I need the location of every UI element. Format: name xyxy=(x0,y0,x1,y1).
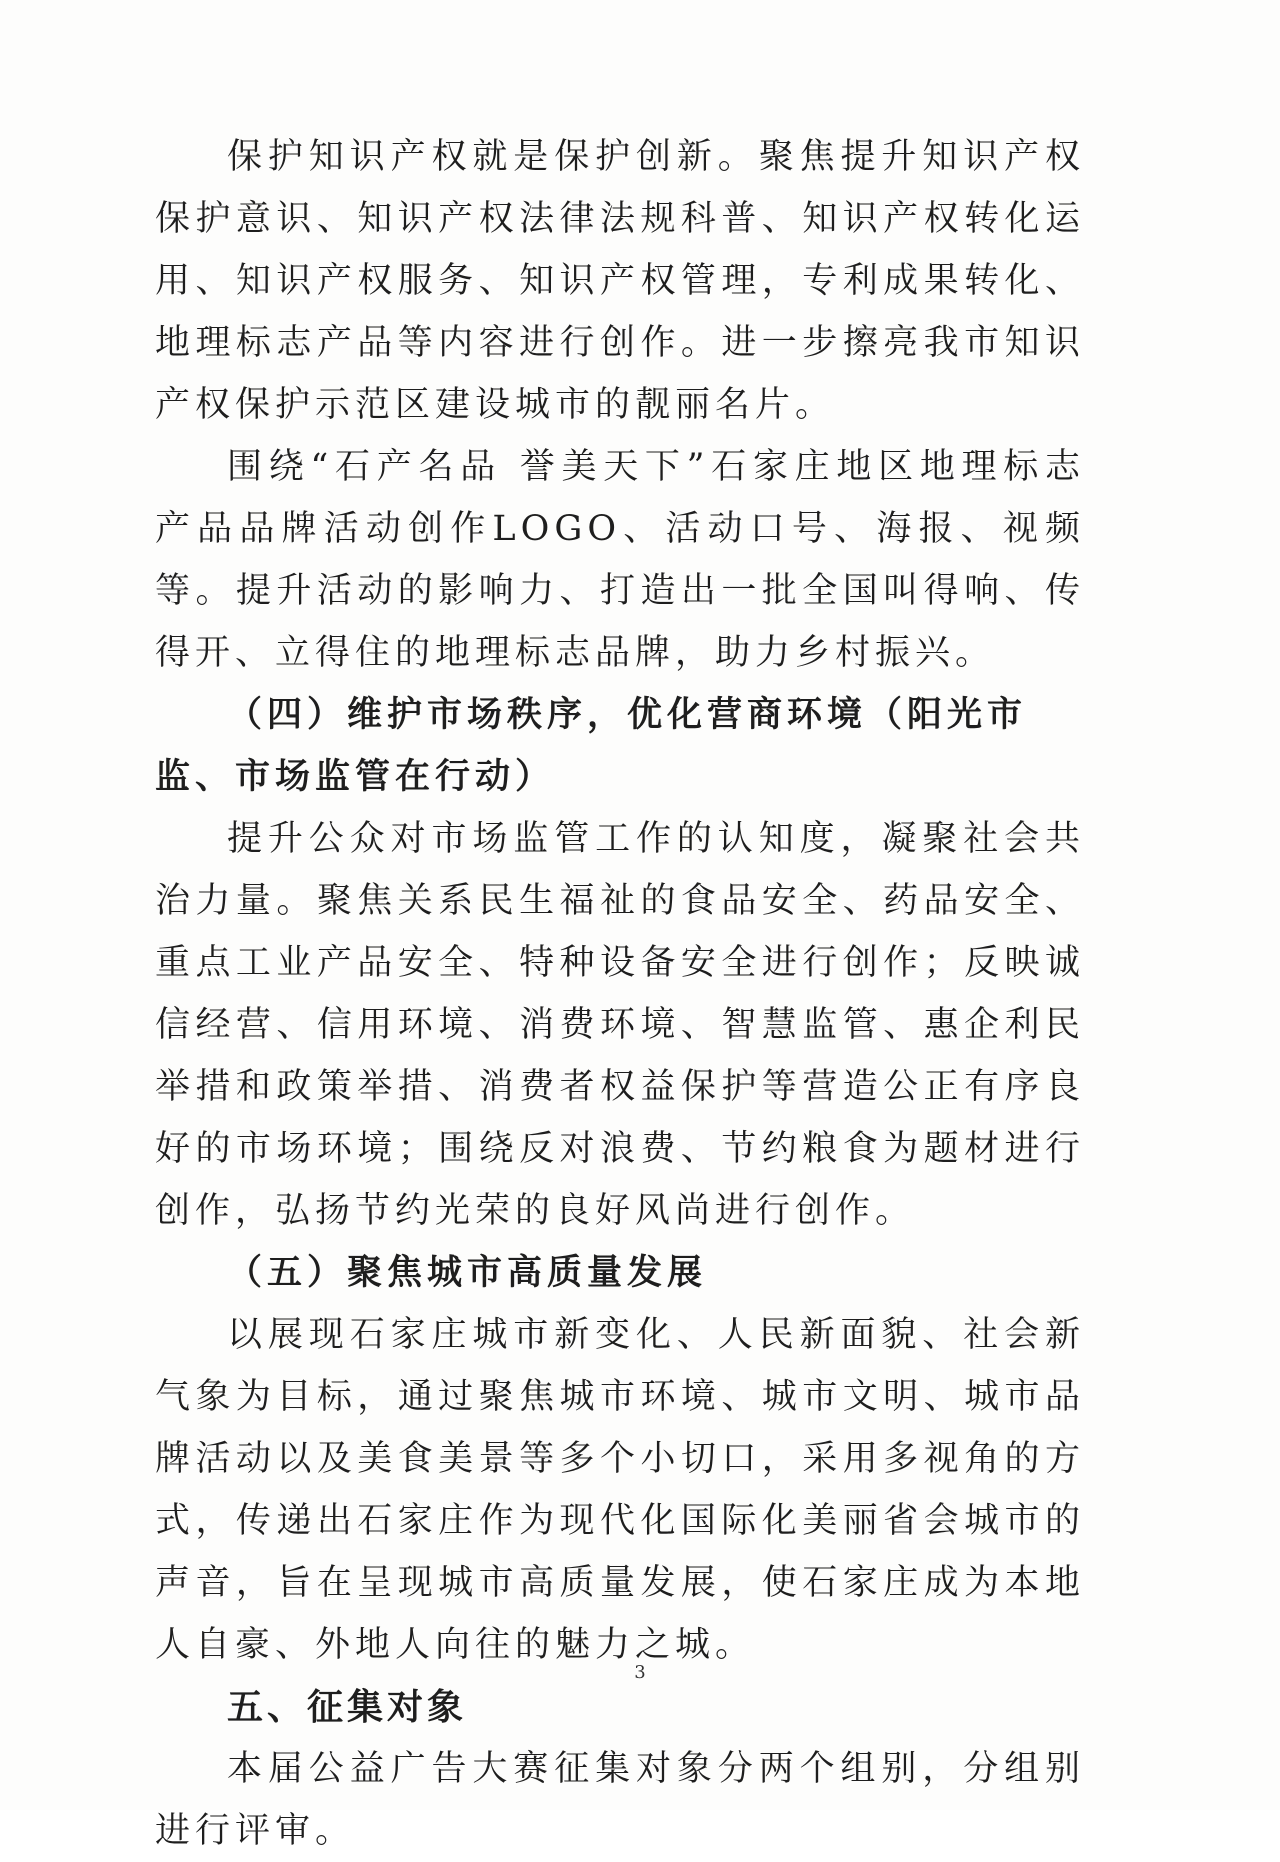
page-number: 3 xyxy=(634,1662,646,1683)
paragraph-city-development: 以展现石家庄城市新变化、人民新面貌、社会新气象为目标，通过聚焦城市环境、城市文明、城市品牌活动以及美食美景等多个小切口，采用多视角的方式，传递出石家庄作为现代化国际化美丽省会城市的声音，旨在呈现城市高质量发展，使石家庄成为本地人自豪、外地人向往的魅力之城。 xyxy=(155,1315,1085,1665)
paragraph-collection-targets: 本届公益广告大赛征集对象分两个组别，分组别进行评审。 xyxy=(155,1749,1085,1851)
paragraph-geographic-brand: 围绕“石产名品 誉美天下”石家庄地区地理标志产品品牌活动创作LOGO、活动口号、海报、视频等。提升活动的影响力、打造出一批全国叫得响、传得开、立得住的地理标志品牌，助力乡村振兴。 xyxy=(155,447,1085,673)
paragraph-market-supervision: 提升公众对市场监管工作的认知度，凝聚社会共治力量。聚焦关系民生福祉的食品安全、药品安全、重点工业产品安全、特种设备安全进行创作；反映诚信经营、信用环境、消费环境、智慧监管、惠企利民举措和政策举措、消费者权益保护等营造公正有序良好的市场环境；围绕反对浪费、节约粮食为题材进行创作，弘扬节约光荣的良好风尚进行创作。 xyxy=(155,819,1085,1231)
subheading-market-order: （四）维护市场秩序，优化营商环境（阳光市监、市场监管在行动） xyxy=(155,694,1028,797)
document-body xyxy=(155,126,1085,1862)
paragraph-ip-protection: 保护知识产权就是保护创新。聚焦提升知识产权保护意识、知识产权法律法规科普、知识产权转化运用、知识产权服务、知识产权管理，专利成果转化、地理标志产品等内容进行创作。进一步擦亮我市知识产权保护示范区建设城市的靓丽名片。 xyxy=(155,137,1085,425)
subheading-city-development: （五）聚焦城市高质量发展 xyxy=(227,1252,708,1293)
section-title-collection-targets: 五、征集对象 xyxy=(227,1686,468,1728)
